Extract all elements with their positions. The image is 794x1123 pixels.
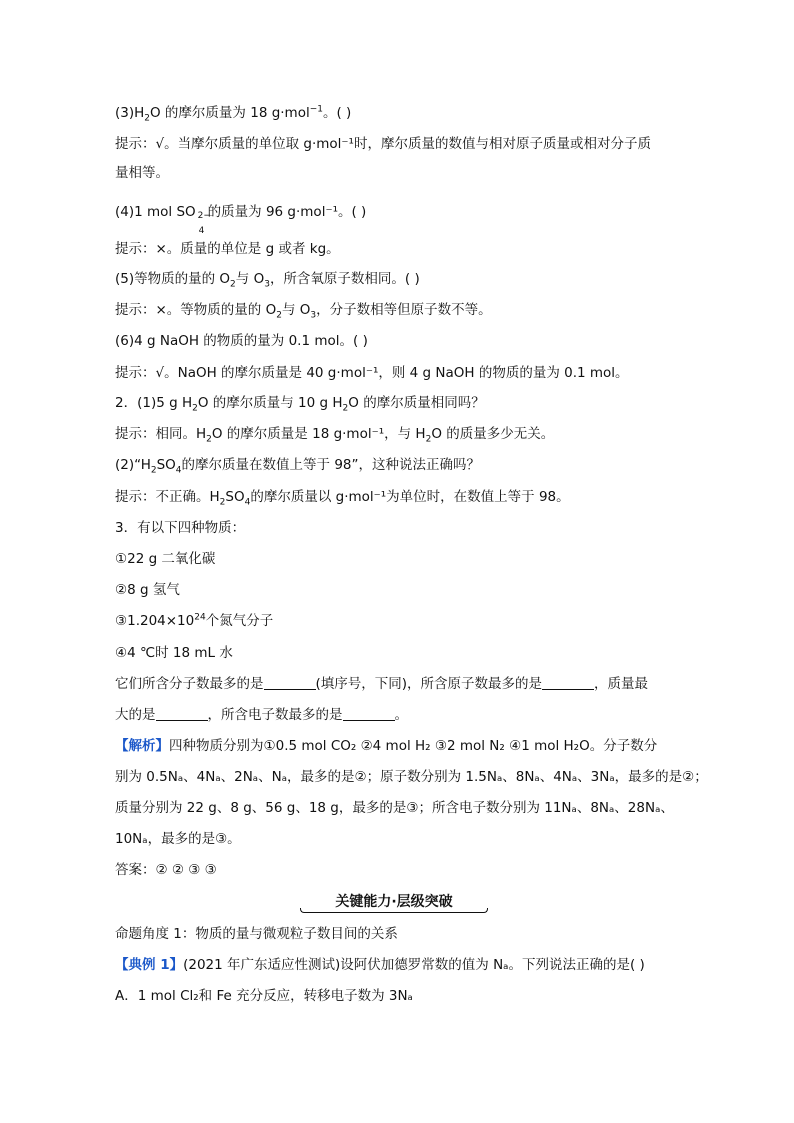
- answer-blank: [264, 677, 316, 690]
- item-4: ④4 ℃时 18 mL 水: [115, 645, 233, 661]
- hint-2-1: 提示：相同。$H_2O$ 的摩尔质量是 18 g·mol⁻¹，与 $H_2O$ 的质量多少无关。: [115, 426, 555, 445]
- title-hook-right: [483, 908, 488, 913]
- section-title: 关键能力·层级突破: [300, 893, 488, 913]
- analysis-tag: 【解析】: [115, 738, 169, 754]
- analysis-line-3: 质量分别为 22 g、8 g、56 g、18 g，最多的是③；所含电子数分别为 11Nₐ、8Nₐ、28Nₐ、: [115, 800, 674, 816]
- answer-line: 答案：② ② ③ ③: [115, 862, 217, 878]
- hint-6: 提示：√。NaOH 的摩尔质量是 40 g·mol⁻¹，则 4 g NaOH 的物质的量为 0.1 mol。: [115, 365, 629, 381]
- question-5: (5)等物质的量的 $O_2$与 $O_3$，所含氧原子数相同。( ): [115, 271, 420, 290]
- hint-3-line1: 提示：√。当摩尔质量的单位取 g·mol⁻¹时，摩尔质量的数值与相对原子质量或相对分子质: [115, 136, 651, 152]
- option-a: A．1 mol Cl₂和 Fe 充分反应，转移电子数为 3Nₐ: [115, 988, 413, 1004]
- item-2: ②8 g 氢气: [115, 582, 180, 598]
- example-tag: 【典例 1】: [115, 957, 184, 973]
- question-3-stem: 3．有以下四种物质：: [115, 520, 246, 536]
- question-3: $(3)H_2O$ 的摩尔质量为 18 g·mol$^{-1}$。( ): [115, 104, 352, 124]
- question-2-2: $(2)“H_2SO_4$的摩尔质量在数值上等于 98”，这种说法正确吗？: [115, 457, 480, 476]
- item-3: $③1.204\times 10^{24}$个氮气分子: [115, 612, 274, 629]
- title-underline: [304, 912, 484, 913]
- question-2-1: 2．(1)5 g $H_2O$ 的摩尔质量与 10 g $H_2O$ 的摩尔质量相同吗？: [115, 395, 485, 414]
- question-4: (4)1 mol SO 2− 4 的质量为 96 g·mol⁻¹。( ): [115, 204, 367, 236]
- question-6: (6)4 g NaOH 的物质的量为 0.1 mol。( ): [115, 333, 368, 349]
- analysis-line-4: 10Nₐ，最多的是③。: [115, 831, 241, 847]
- ask-line-2: 大的是 ，所含电子数最多的是 。: [115, 707, 408, 723]
- hint-5: 提示：×。等物质的量的 $O_2$与 $O_3$，分子数相等但原子数不等。: [115, 302, 492, 321]
- analysis-line-1: 【解析】四种物质分别为①0.5 mol CO₂ ②4 mol H₂ ③2 mol N₂ ④1 mol H₂O。分子数分: [115, 738, 658, 754]
- hint-3-line2: 量相等。: [115, 165, 169, 181]
- ask-line-1: 它们所含分子数最多的是 (填序号，下同)，所含原子数最多的是 ，质量最: [115, 676, 649, 692]
- analysis-line-2: 别为 0.5Nₐ、4Nₐ、2Nₐ、Nₐ，最多的是②；原子数分别为 1.5Nₐ、8Nₐ、4Nₐ、3Nₐ，最多的是②；: [115, 769, 708, 785]
- title-hook-left: [300, 908, 305, 913]
- answer-blank: [156, 708, 208, 721]
- hint-2-2: 提示：不正确。$H_2SO_4$的摩尔质量以 g·mol⁻¹为单位时，在数值上等于 98。: [115, 489, 570, 508]
- angle-heading: 命题角度 1：物质的量与微观粒子数目间的关系: [115, 926, 398, 942]
- item-1: ①22 g 二氧化碳: [115, 551, 216, 567]
- hint-4: 提示：×。质量的单位是 g 或者 kg。: [115, 241, 340, 257]
- example-1: 【典例 1】(2021 年广东适应性测试)设阿伏加德罗常数的值为 Nₐ。下列说法正确的是( ): [115, 957, 645, 973]
- answer-blank: [542, 677, 594, 690]
- answer-blank: [343, 708, 395, 721]
